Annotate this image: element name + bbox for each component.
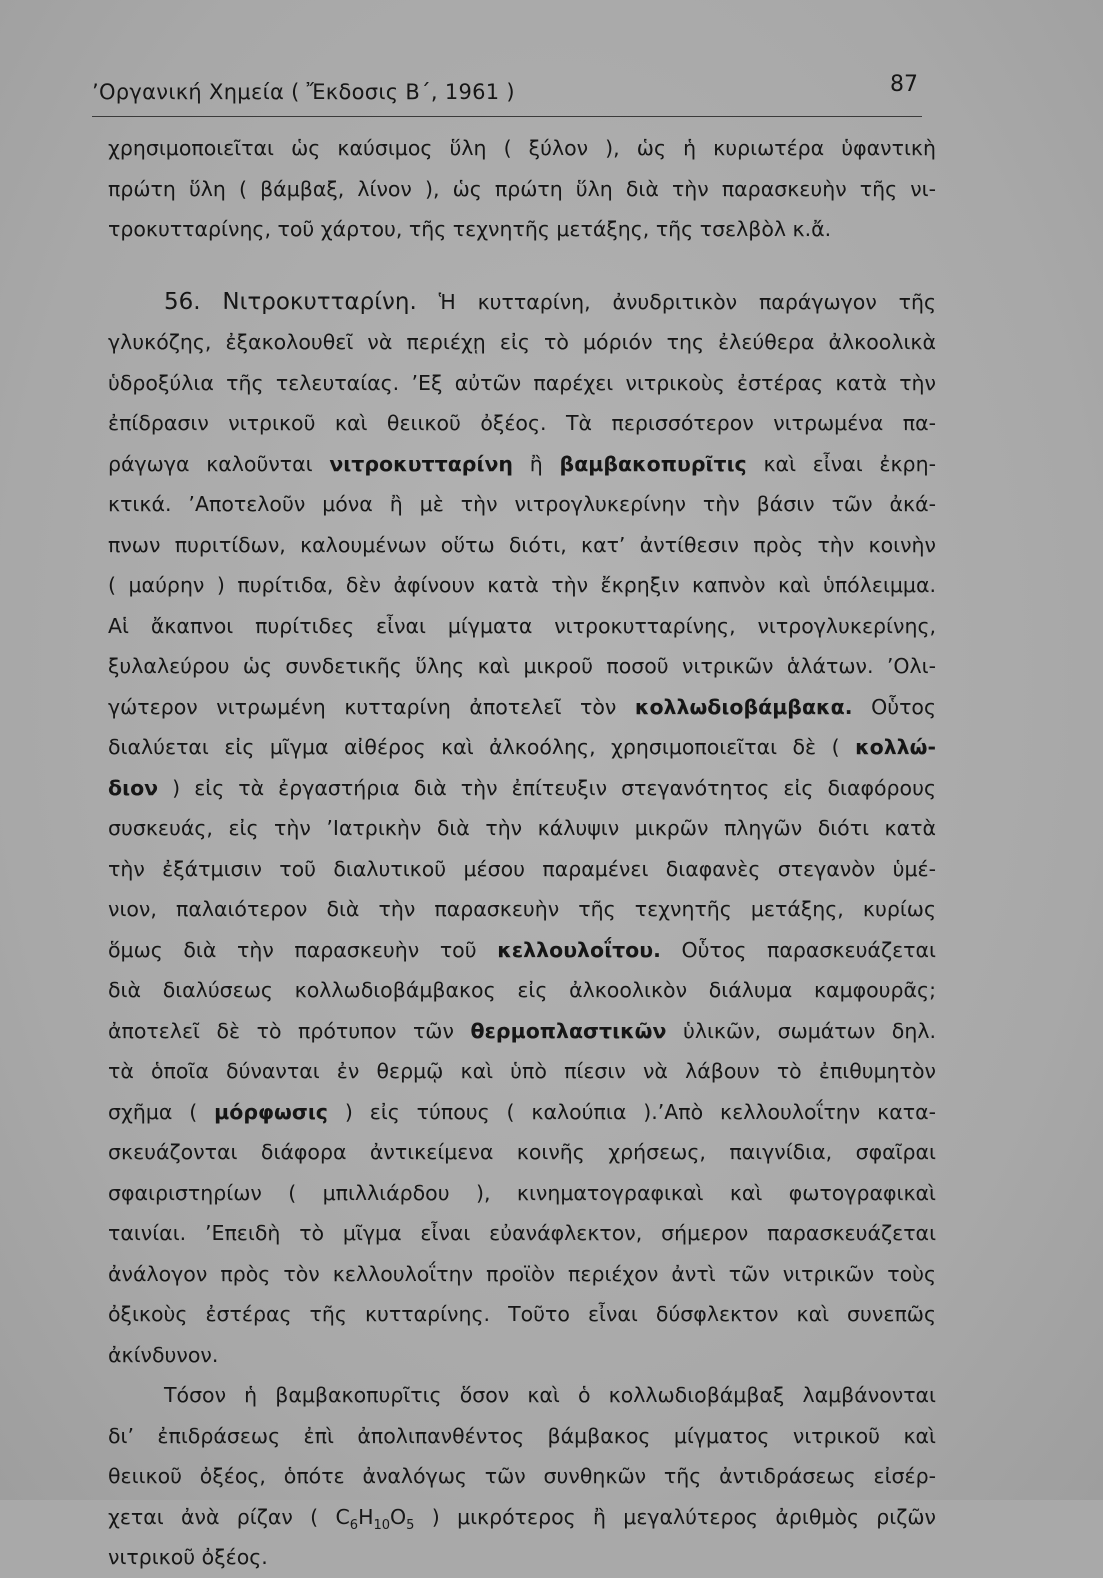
text-span: ὅμως διὰ τὴν παρασκευὴν τοῦ xyxy=(108,937,477,962)
text-line: τὴν ἐξάτμισιν τοῦ διαλυτικοῦ μέσου παραμένει διαφανὲς στεγανὸν ὑμέ- xyxy=(108,856,936,881)
formula-element: H xyxy=(358,1504,374,1529)
text-line: πνων πυριτίδων, καλουμένων οὕτω διότι, κατ’ ἀντίθεσιν πρὸς τὴν κοινὴν xyxy=(108,532,936,557)
text-line xyxy=(108,768,936,809)
section-number: 56. xyxy=(164,288,201,315)
text-line: Αἱ ἄκαπνοι πυρίτιδες εἶναι μίγματα νιτροκυτταρίνης, νιτρογλυκερίνης, xyxy=(108,613,936,638)
text-line: γλυκόζης, ἐξακολουθεῖ νὰ περιέχῃ εἰς τὸ μόριόν της ἐλεύθερα ἀλκοολικὰ xyxy=(108,330,936,354)
second-paragraph xyxy=(108,1375,936,1578)
formula-subscript: 5 xyxy=(406,1517,415,1533)
text-line: διὰ διαλύσεως κολλωδιοβάμβακος εἰς ἀλκοολικὸν διάλυμα καμφουρᾶς; xyxy=(108,978,936,1002)
text-line: νιτρικοῦ ὀξέος. xyxy=(108,1545,268,1569)
text-span: καὶ εἶναι ἐκρη- xyxy=(763,451,936,476)
text-span: διαλύεται εἰς μῖγμα αἰθέρος καὶ ἀλκοόλης, χρησιμοποιεῖται δὲ ( xyxy=(108,735,840,759)
text-span: σχῆμα ( xyxy=(108,1099,198,1124)
formula-subscript: 6 xyxy=(349,1517,359,1533)
text-span: ἀποτελεῖ δὲ τὸ πρότυπον τῶν xyxy=(108,1018,454,1043)
text-span: ὑλικῶν, σωμάτων δηλ. xyxy=(682,1018,936,1043)
text-span: Οὗτος xyxy=(871,694,936,719)
text-line: ὀξικοὺς ἐστέρας τῆς κυτταρίνης. Τοῦτο εἶναι δύσφλεκτον καὶ συνεπῶς xyxy=(108,1302,936,1326)
formula-subscript: 10 xyxy=(373,1517,391,1533)
term-collodion: κολλώ- xyxy=(855,735,936,759)
page-number: 87 xyxy=(890,72,918,97)
text-span: ) εἰς τὰ ἐργαστήρια διὰ τὴν ἐπίτευξιν στεγανότητος εἰς διαφόρους xyxy=(172,775,936,800)
text-line: τροκυτταρίνης, τοῦ χάρτου, τῆς τεχνητῆς μετάξης, τῆς τσελβὸλ κ.ἄ. xyxy=(108,217,832,241)
intro-paragraph xyxy=(108,128,936,250)
text-line: νιον, παλαιότερον διὰ τὴν παρασκευὴν τῆς τεχνητῆς μετάξης, κυρίως xyxy=(108,897,936,921)
text-line xyxy=(108,930,936,971)
text-line: ὑδροξύλια τῆς τελευταίας. ’Εξ αὐτῶν παρέχει νιτρικοὺς ἐστέρας κατὰ τὴν xyxy=(108,370,936,395)
text-line: ἀνάλογον πρὸς τὸν κελλουλοΐτην προϊὸν περιέχον ἀντὶ τῶν νιτρικῶν τοὺς xyxy=(108,1261,936,1286)
page-body xyxy=(108,128,936,1578)
text-span: Οὗτος παρασκευάζεται xyxy=(681,937,936,962)
page-header xyxy=(92,72,922,117)
text-line: Τόσον ἡ βαμβακοπυρῖτις ὅσον καὶ ὁ κολλωδιοβάμβαξ λαμβάνονται xyxy=(164,1383,936,1407)
text-span: ἢ xyxy=(529,451,543,476)
text-line: κτικά. ’Αποτελοῦν μόνα ἢ μὲ τὴν νιτρογλυκερίνην τὴν βάσιν τῶν ἀκά- xyxy=(108,492,936,516)
section-56-paragraph xyxy=(108,282,936,1376)
text-span: χεται ἀνὰ ρίζαν ( C xyxy=(108,1504,350,1529)
text-line: τὰ ὁποῖα δύνανται ἐν θερμῷ καὶ ὑπὸ πίεσιν νὰ λάβουν τὸ ἐπιθυμητὸν xyxy=(108,1059,936,1083)
text-line: ἐπίδρασιν νιτρικοῦ καὶ θειικοῦ ὀξέος. Τὰ περισσότερον νιτρωμένα πα- xyxy=(108,411,936,435)
text-span: ) εἰς τύπους ( καλούπια ).’Απὸ κελλουλοΐτην κατα- xyxy=(344,1099,936,1124)
text-span: γώτερον νιτρωμένη κυτταρίνη ἀποτελεῖ τὸν xyxy=(108,694,617,719)
text-span: ράγωγα καλοῦνται xyxy=(108,451,313,476)
text-span: ) μικρότερος ἢ μεγαλύτερος ἀριθμὸς ριζῶν xyxy=(431,1504,936,1529)
text-line xyxy=(108,727,936,768)
term-moulding: μόρφωσις xyxy=(214,1099,328,1124)
text-line: σφαιριστηρίων ( μπιλλιάρδου ), κινηματογραφικαὶ καὶ φωτογραφικαὶ xyxy=(108,1180,936,1205)
term-guncotton: βαμβακοπυρῖτις xyxy=(559,451,747,476)
formula-element: O xyxy=(390,1504,407,1529)
text-line: σκευάζονται διάφορα ἀντικείμενα κοινῆς χρήσεως, παιγνίδια, σφαῖραι xyxy=(108,1140,936,1164)
text-line: ξυλαλεύρου ὡς συνδετικῆς ὕλης καὶ μικροῦ ποσοῦ νιτρικῶν ἁλάτων. ’Ολι- xyxy=(108,654,936,678)
text-line: ( μαύρην ) πυρίτιδα, δὲν ἀφίνουν κατὰ τὴν ἔκρηξιν καπνὸν καὶ ὑπόλειμμα. xyxy=(108,573,936,597)
text-line: ταινίαι. ’Επειδὴ τὸ μῖγμα εἶναι εὐανάφλεκτον, σήμερον παρασκευάζεται xyxy=(108,1221,936,1245)
text-span: Ἡ κυτταρίνη, ἀνυδριτικὸν παράγωγον τῆς xyxy=(438,289,936,314)
term-celluloid: κελλουλοΐτου. xyxy=(497,937,661,962)
term-thermoplastic: θερμοπλαστικῶν xyxy=(470,1018,667,1043)
text-line: χρησιμοποιεῖται ὡς καύσιμος ὕλη ( ξύλον ), ὡς ἡ κυριωτέρα ὑφαντικὴ xyxy=(108,136,936,160)
term-collodion-cont: διον xyxy=(108,775,159,800)
section-heading-line xyxy=(108,282,936,323)
text-line: συσκευάς, εἰς τὴν ’Ιατρικὴν διὰ τὴν κάλυψιν μικρῶν πληγῶν διότι κατὰ xyxy=(108,816,936,840)
section-title: Νιτροκυτταρίνη. xyxy=(222,288,417,315)
text-line: δι’ ἐπιδράσεως ἐπὶ ἀπολιπανθέντος βάμβακος μίγματος νιτρικοῦ καὶ xyxy=(108,1423,936,1448)
text-line xyxy=(108,687,936,728)
formula-line xyxy=(108,1497,936,1538)
text-line xyxy=(108,444,936,485)
running-title: ’Οργανική Χημεία ( Ἔκδοσις Β΄, 1961 ) xyxy=(92,80,515,104)
text-line xyxy=(108,1092,936,1133)
text-line: πρώτη ὕλη ( βάμβαξ, λίνον ), ὡς πρώτη ὕλη διὰ τὴν παρασκευὴν τῆς νι- xyxy=(108,176,936,201)
term-collodion-cotton: κολλωδιοβάμβακα. xyxy=(634,694,853,719)
term-nitrocellulose: νιτροκυτταρίνη xyxy=(329,451,514,476)
text-line: θειικοῦ ὀξέος, ὁπότε ἀναλόγως τῶν συνθηκῶν τῆς ἀντιδράσεως εἰσέρ- xyxy=(108,1464,936,1488)
text-line xyxy=(108,1011,936,1052)
text-line: ἀκίνδυνον. xyxy=(108,1342,219,1367)
